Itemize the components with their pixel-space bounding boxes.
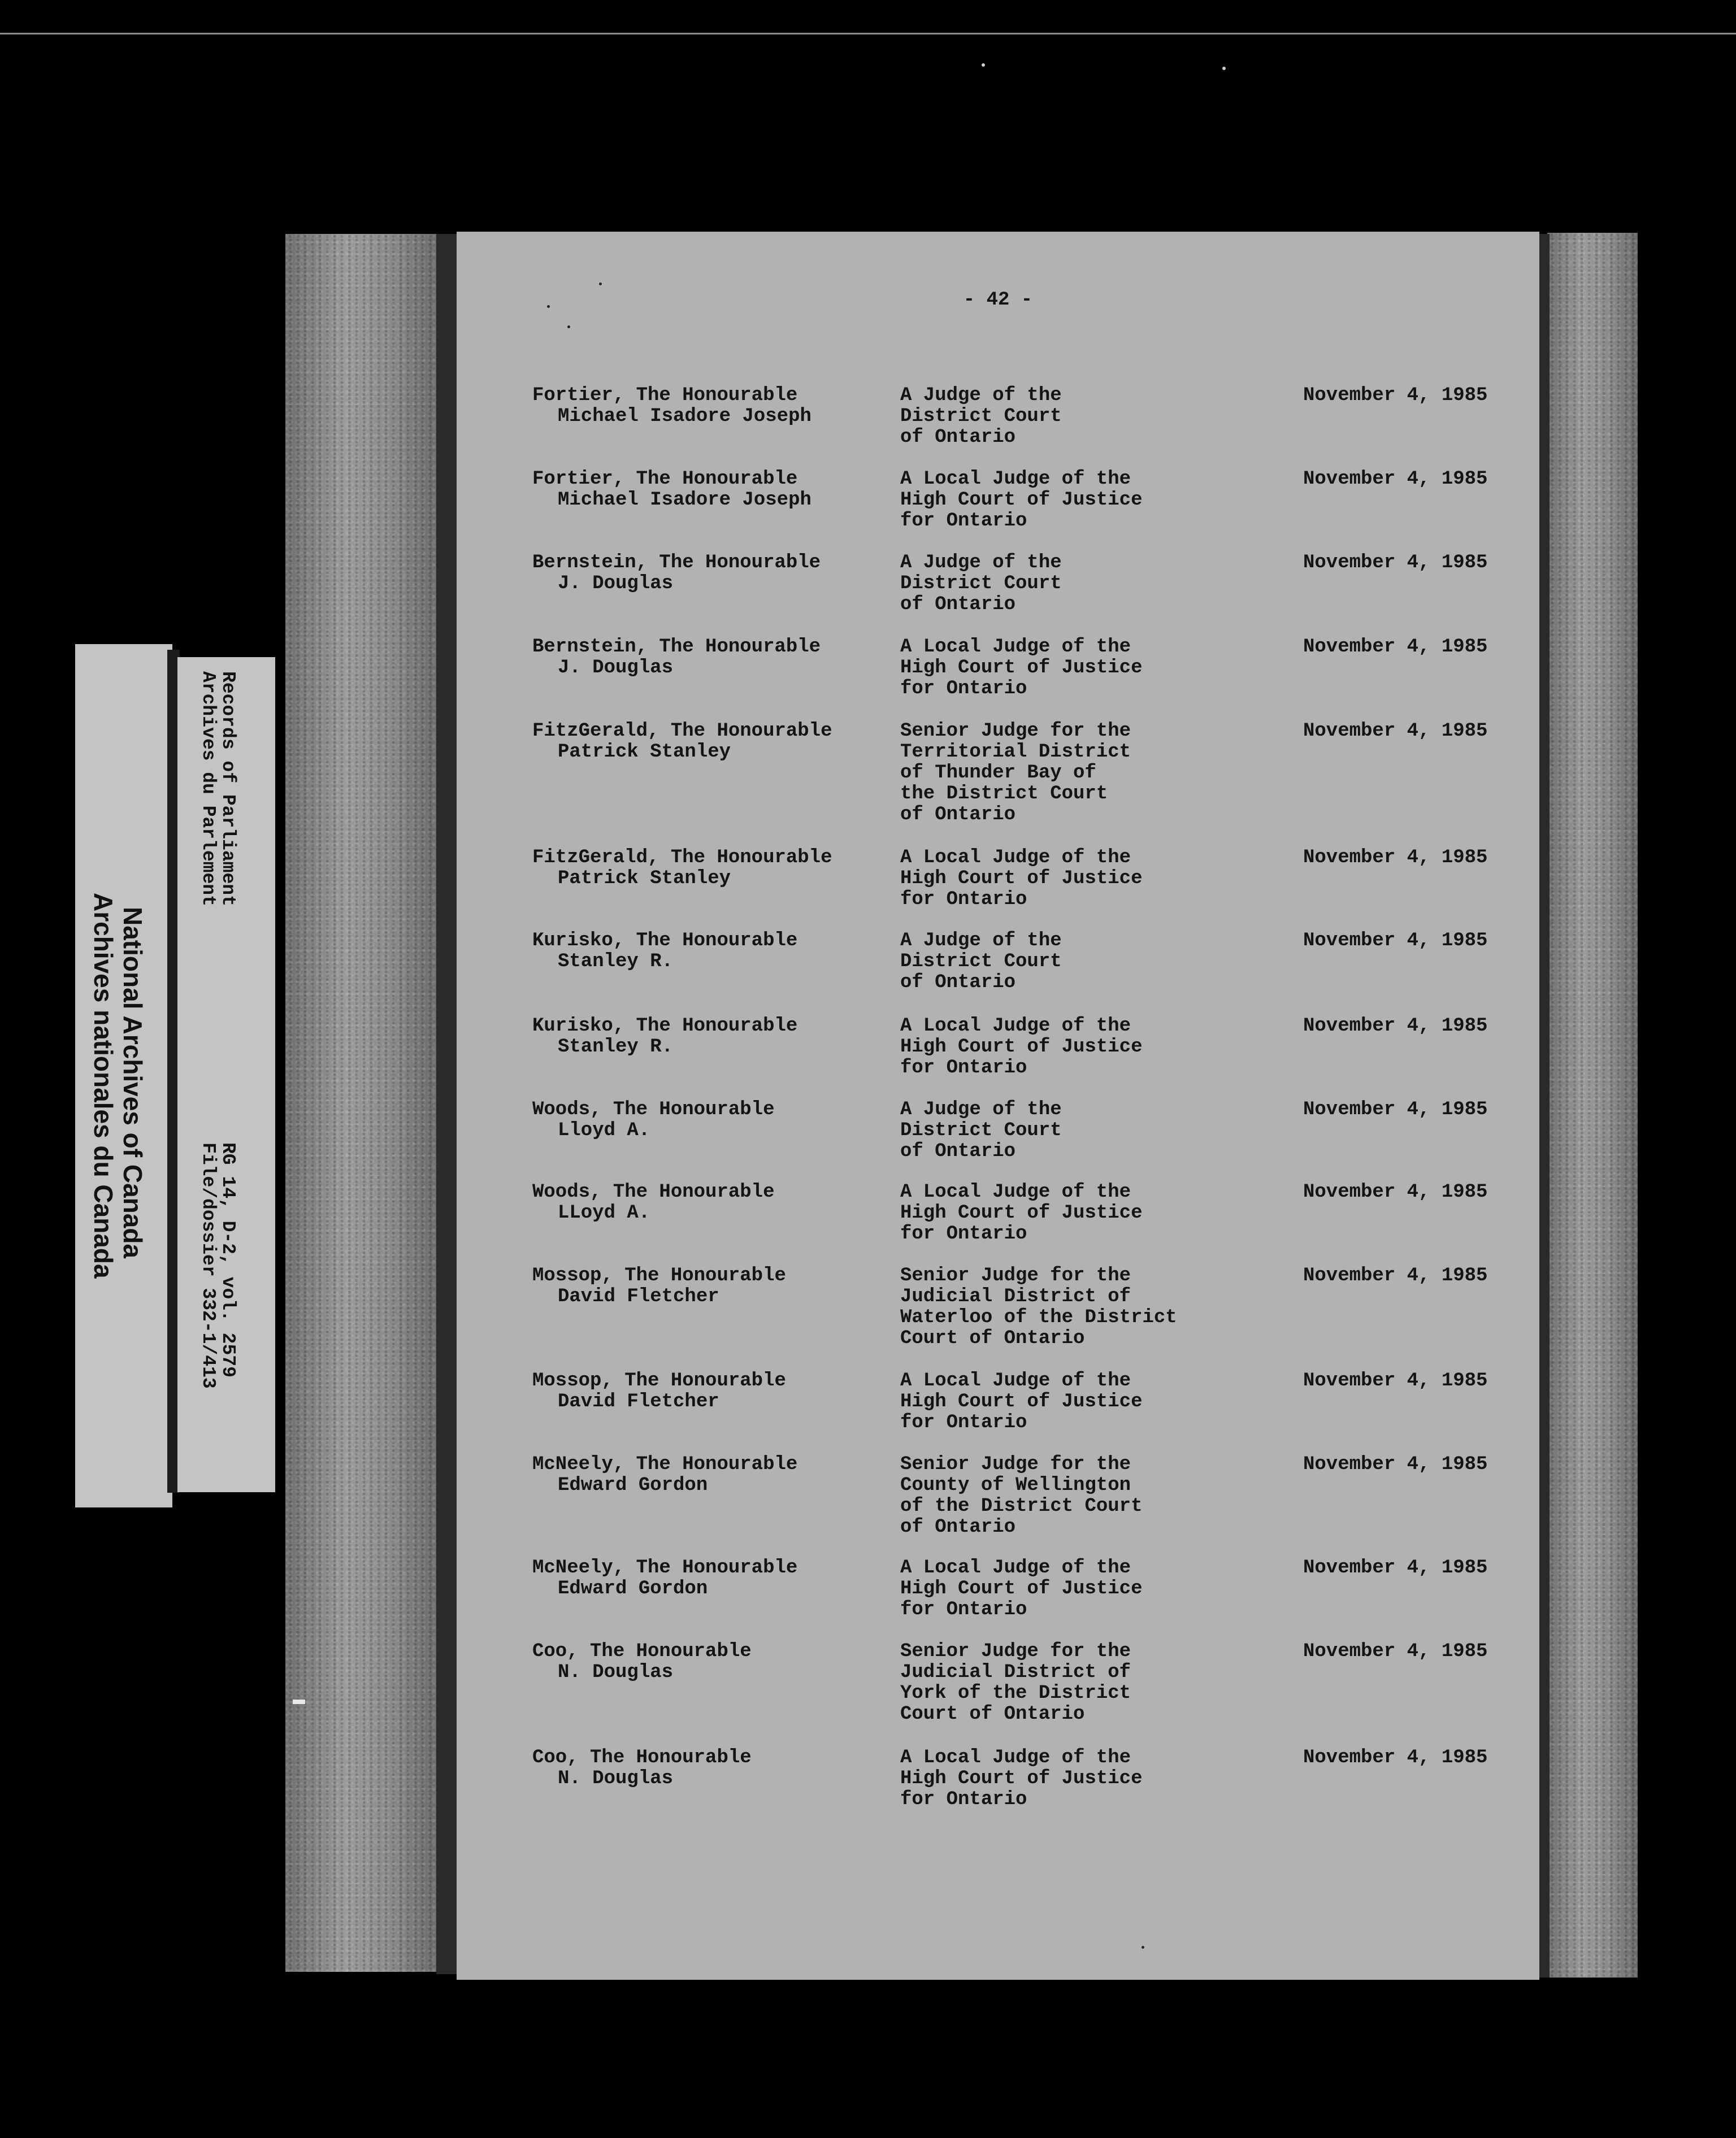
judicial-position [900, 1371, 1262, 1433]
judicial-position [900, 385, 1262, 448]
judge-name [532, 1641, 894, 1683]
judge-name-line: Coo, The Honourable [532, 1641, 752, 1662]
judicial-position-line: of Ontario [900, 1141, 1016, 1162]
judge-name [532, 1371, 894, 1413]
judge-name [532, 931, 894, 972]
judge-name-line: Woods, The Honourable [532, 1099, 775, 1120]
judicial-position-line: of Ontario [900, 804, 1016, 825]
appointment-date: November 4, 1985 [1303, 1370, 1488, 1392]
judicial-position-line: Court of Ontario [900, 1328, 1085, 1349]
judge-name [532, 1100, 894, 1141]
judicial-position-line: Judicial District of [900, 1286, 1131, 1307]
judicial-position-line: High Court of Justice [900, 1036, 1143, 1058]
archives-du-parlement-label: Archives du Parlement [198, 671, 219, 906]
judicial-position-line: High Court of Justice [900, 868, 1143, 889]
judicial-position [900, 1016, 1262, 1079]
judicial-position-line: A Local Judge of the [900, 636, 1131, 658]
judge-name [532, 1558, 894, 1600]
judicial-position-line: for Ontario [900, 1223, 1027, 1245]
appointment-date: November 4, 1985 [1303, 1181, 1488, 1203]
appointment-date: November 4, 1985 [1303, 552, 1488, 573]
judge-name-line: Fortier, The Honourable [532, 385, 798, 406]
judicial-position-line: for Ontario [900, 1599, 1027, 1620]
appointment-date: November 4, 1985 [1303, 1015, 1488, 1037]
page-speck [1142, 1946, 1144, 1949]
judicial-position-line: for Ontario [900, 889, 1027, 910]
film-speck [982, 63, 985, 67]
appointment-date: November 4, 1985 [1303, 1641, 1488, 1662]
judicial-position-line: A Judge of the [900, 385, 1062, 406]
judicial-position-line: High Court of Justice [900, 1391, 1143, 1413]
judicial-position-line: for Ontario [900, 1789, 1027, 1810]
judicial-position-line: A Local Judge of the [900, 847, 1131, 868]
judge-name-line: David Fletcher [558, 1286, 719, 1307]
judicial-position-line: A Local Judge of the [900, 468, 1131, 490]
judge-name-line: LLoyd A. [558, 1202, 650, 1224]
judge-name-line: McNeely, The Honourable [532, 1454, 798, 1475]
judicial-position [900, 1266, 1262, 1349]
appointment-date: November 4, 1985 [1303, 1265, 1488, 1287]
appointment-date: November 4, 1985 [1303, 1099, 1488, 1120]
appointment-date: November 4, 1985 [1303, 1557, 1488, 1579]
judicial-position [900, 1100, 1262, 1162]
judicial-position [900, 553, 1262, 615]
judge-name-line: Stanley R. [558, 951, 674, 972]
judicial-position [900, 1748, 1262, 1810]
judicial-position [900, 931, 1262, 993]
judge-name [532, 385, 894, 427]
national-archives-label-fr: Archives nationales du Canada [89, 893, 118, 1279]
appointment-date: November 4, 1985 [1303, 847, 1488, 868]
appointment-date: November 4, 1985 [1303, 468, 1488, 490]
judge-name-line: Patrick Stanley [558, 868, 731, 889]
judicial-position-line: A Local Judge of the [900, 1181, 1131, 1203]
judicial-position-line: Territorial District [900, 741, 1131, 763]
judge-name-line: Michael Isadore Joseph [558, 406, 811, 427]
judicial-position-line: Court of Ontario [900, 1704, 1085, 1725]
judicial-position [900, 1641, 1262, 1725]
page-number: - 42 - [963, 289, 1033, 311]
judge-name-line: Mossop, The Honourable [532, 1370, 786, 1392]
judicial-position-line: Senior Judge for the [900, 1641, 1131, 1662]
judicial-position-line: of Thunder Bay of [900, 762, 1096, 784]
judge-name-line: David Fletcher [558, 1391, 719, 1413]
judicial-position [900, 637, 1262, 699]
judge-name [532, 1182, 894, 1224]
judicial-position-line: Senior Judge for the [900, 720, 1131, 742]
judge-name-line: Michael Isadore Joseph [558, 489, 811, 511]
judicial-position-line: of Ontario [900, 1516, 1016, 1538]
national-archives-label-en: National Archives of Canada [118, 907, 147, 1259]
judge-name-line: Bernstein, The Honourable [532, 636, 821, 658]
judicial-position-line: A Local Judge of the [900, 1557, 1131, 1579]
film-margin-right [1547, 233, 1638, 1978]
judge-name-line: Kurisko, The Honourable [532, 1015, 798, 1037]
file-reference: File/dossier 332-1/413 [198, 1142, 219, 1389]
judicial-position [900, 721, 1262, 825]
judicial-position-line: Judicial District of [900, 1662, 1131, 1683]
film-edge-line [0, 33, 1736, 34]
film-speck [1222, 67, 1226, 70]
judicial-position-line: High Court of Justice [900, 1202, 1143, 1224]
judicial-position [900, 1558, 1262, 1620]
judicial-position-line: High Court of Justice [900, 489, 1143, 511]
judge-name [532, 848, 894, 889]
judicial-position-line: for Ontario [900, 510, 1027, 532]
judge-name-line: Kurisko, The Honourable [532, 930, 798, 951]
judge-name-line: Lloyd A. [558, 1120, 650, 1141]
judicial-position [900, 469, 1262, 532]
judge-name-line: McNeely, The Honourable [532, 1557, 798, 1579]
judge-name [532, 469, 894, 511]
appointment-date: November 4, 1985 [1303, 1454, 1488, 1475]
judge-name-line: Patrick Stanley [558, 741, 731, 763]
page-gutter-left [436, 234, 458, 1974]
judicial-position-line: County of Wellington [900, 1475, 1131, 1496]
judge-name [532, 553, 894, 594]
judicial-position-line: for Ontario [900, 1412, 1027, 1433]
judge-name [532, 637, 894, 679]
judge-name-line: N. Douglas [558, 1662, 674, 1683]
judicial-position [900, 1182, 1262, 1245]
judge-name-line: N. Douglas [558, 1768, 674, 1789]
appointment-date: November 4, 1985 [1303, 636, 1488, 658]
judicial-position-line: of the District Court [900, 1496, 1143, 1517]
judicial-position-line: District Court [900, 406, 1062, 427]
judicial-position-line: A Judge of the [900, 552, 1062, 573]
judge-name-line: Fortier, The Honourable [532, 468, 798, 490]
judge-name [532, 1748, 894, 1789]
judicial-position [900, 848, 1262, 910]
margin-mark [293, 1700, 305, 1704]
judicial-position-line: High Court of Justice [900, 1768, 1143, 1789]
judicial-position-line: York of the District [900, 1683, 1131, 1704]
judicial-position-line: A Judge of the [900, 1099, 1062, 1120]
film-margin-left [285, 234, 438, 1972]
appointment-date: November 4, 1985 [1303, 720, 1488, 742]
judge-name [532, 1454, 894, 1496]
judge-name-line: J. Douglas [558, 573, 674, 594]
judicial-position-line: District Court [900, 1120, 1062, 1141]
judicial-position-line: for Ontario [900, 678, 1027, 699]
judicial-position-line: A Local Judge of the [900, 1370, 1131, 1392]
judicial-position-line: A Local Judge of the [900, 1747, 1131, 1768]
judge-name-line: Edward Gordon [558, 1578, 708, 1600]
appointment-date: November 4, 1985 [1303, 930, 1488, 951]
record-group-reference: RG 14, D-2, vol. 2579 [218, 1142, 238, 1377]
appointment-date: November 4, 1985 [1303, 1747, 1488, 1768]
judicial-position-line: for Ontario [900, 1057, 1027, 1079]
judicial-position-line: District Court [900, 573, 1062, 594]
judicial-position-line: Senior Judge for the [900, 1265, 1131, 1287]
judge-name-line: Edward Gordon [558, 1475, 708, 1496]
judge-name [532, 721, 894, 763]
judicial-position-line: Senior Judge for the [900, 1454, 1131, 1475]
page-speck [599, 283, 602, 285]
judge-name-line: FitzGerald, The Honourable [532, 720, 832, 742]
appointment-date: November 4, 1985 [1303, 385, 1488, 406]
judge-name-line: Woods, The Honourable [532, 1181, 775, 1203]
judge-name-line: Coo, The Honourable [532, 1747, 752, 1768]
judicial-position-line: District Court [900, 951, 1062, 972]
judicial-position-line: High Court of Justice [900, 1578, 1143, 1600]
judge-name [532, 1266, 894, 1307]
judge-name-line: Mossop, The Honourable [532, 1265, 786, 1287]
judicial-position-line: A Local Judge of the [900, 1015, 1131, 1037]
page-speck [567, 325, 570, 328]
judicial-position-line: High Court of Justice [900, 657, 1143, 679]
judge-name [532, 1016, 894, 1058]
records-of-parliament-label: Records of Parliament [218, 671, 238, 906]
judge-name-line: FitzGerald, The Honourable [532, 847, 832, 868]
judicial-position [900, 1454, 1262, 1538]
document-page [457, 232, 1539, 1980]
judicial-position-line: A Judge of the [900, 930, 1062, 951]
judge-name-line: Bernstein, The Honourable [532, 552, 821, 573]
judge-name-line: J. Douglas [558, 657, 674, 679]
judicial-position-line: of Ontario [900, 427, 1016, 448]
judicial-position-line: the District Court [900, 783, 1108, 805]
judge-name-line: Stanley R. [558, 1036, 674, 1058]
judicial-position-line: of Ontario [900, 972, 1016, 993]
judicial-position-line: Waterloo of the District [900, 1307, 1177, 1328]
judicial-position-line: of Ontario [900, 594, 1016, 615]
